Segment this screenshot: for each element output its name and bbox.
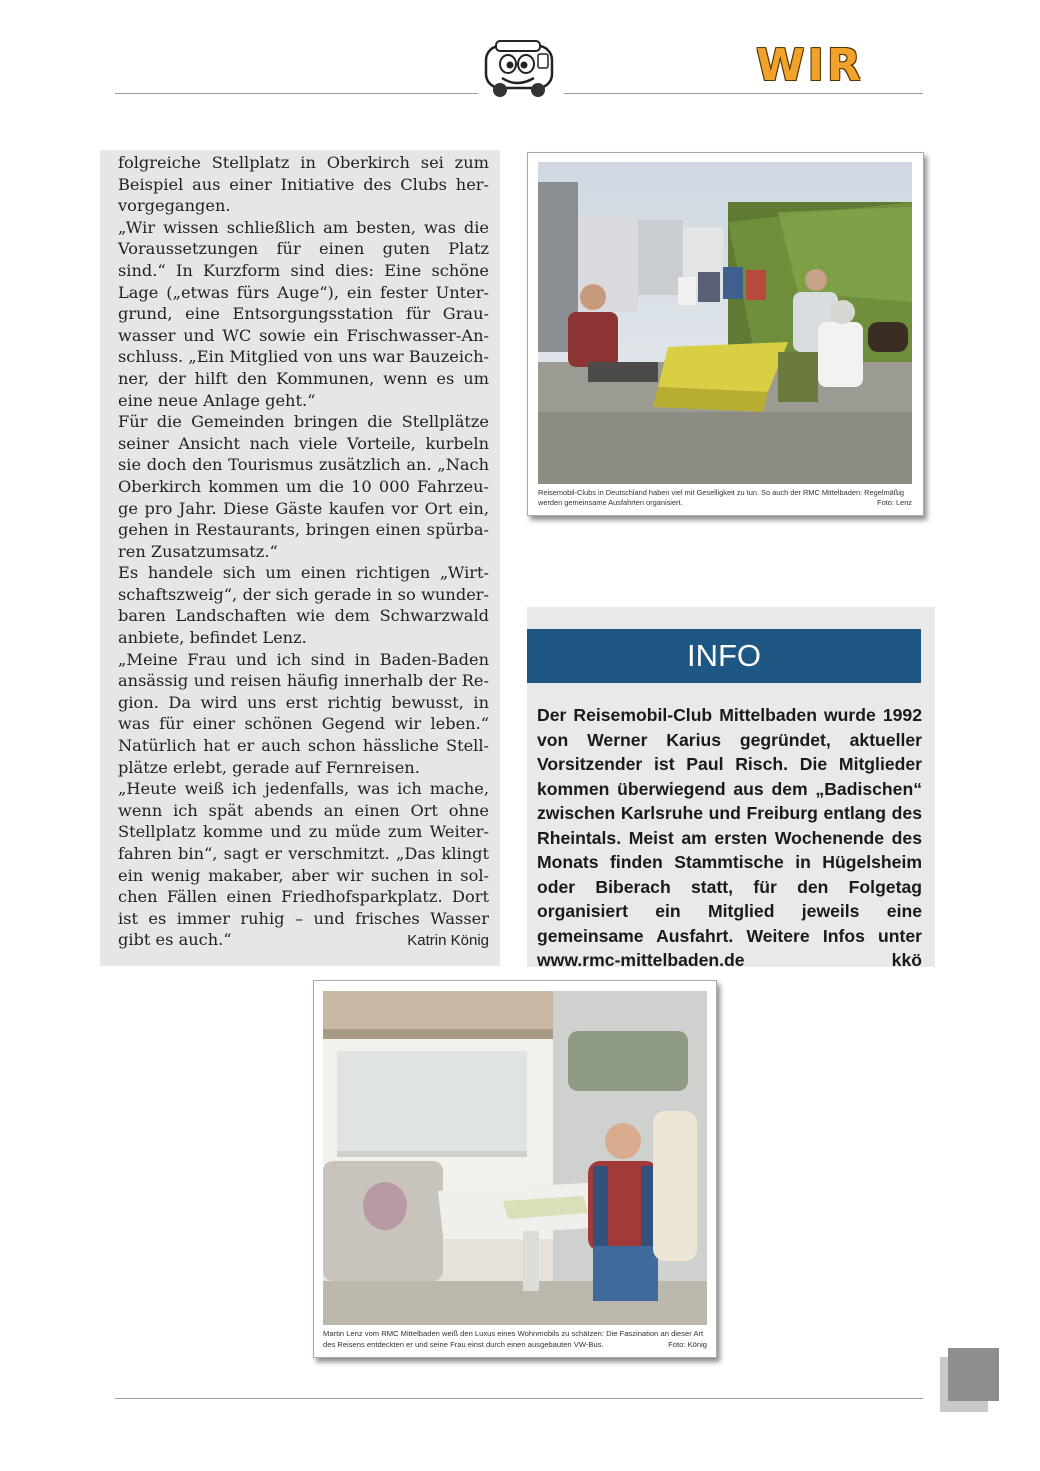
article-author: Katrin König (407, 931, 489, 949)
wir-logo: WIR (756, 40, 864, 91)
info-box (527, 607, 935, 970)
article-paragraph: Für die Gemeinden bringen die Stellplätze seiner Ansicht nach viele Vorteile, kurbeln sie doch den Tourismus zusätzlich an. „Nach Oberkirch kommen um die 10 000 Fahrzeuge pro Jahr. Diese Gäste kaufen vor Ort ein, gehen in Restaurants, bringen einen spürbaren Zusatzumsatz.“ (118, 412, 489, 561)
camper-mascot-icon (478, 38, 564, 102)
camper-interior-image (323, 991, 707, 1325)
article-paragraph: „Wir wissen schließlich am besten, was die Voraussetzungen für einen guten Platz sind.“ In Kurzform sind dies: Eine schöne Lage („etwas fürs Auge“), ein fester Untergrund, eine Entsorgungsstation für Grauwasser und WC sowie ein Frischwasser-Anschluss. „Ein Mitglied von uns war Bauzeichner, der hilft den Kommunen, wenn es um eine neue Anlage geht.“ (118, 217, 489, 410)
club-gathering-image (538, 162, 912, 484)
photo1-caption (538, 488, 912, 508)
footer-rule (115, 1398, 923, 1399)
photo1-caption-text: Reisemobil-Clubs in Deutschland haben viel mit Geselligkeit zu tun. So auch der RMC Mittelbaden: Regelmäßig werden gemeinsame Ausfahrten organisiert. (538, 488, 905, 507)
club-photo (527, 152, 924, 516)
info-text: Der Reisemobil-Club Mittelbaden wurde 1992 von Werner Karius gegründet, aktueller Vorsitzender ist Paul Risch. Die Mitglieder kommen überwiegend aus dem „Badischen“ zwischen Karlsruhe und Freiburg entlang des Rheintals. Meist am ersten Wochenende des Monats finden Stammtische in Hügelsheim oder Biberach statt, für den Folgetag organisiert ein Mitglied jeweils eine gemeinsame Ausfahrt. Weitere Infos unter www.rmc-mittelbaden.de (537, 705, 922, 970)
article-paragraph: „Meine Frau und ich sind in Baden-Baden ansässig und reisen häufig innerhalb der Region. Da wird uns erst richtig bewusst, in was für einer schönen Gegend wir leben.“ Natürlich hat er auch schon hässliche Stellplätze erlebt, gerade auf Fernreisen. (118, 649, 489, 777)
page-marker (948, 1348, 999, 1401)
photo2-caption (323, 1328, 707, 1350)
article-body (118, 152, 489, 952)
info-text-block (537, 703, 922, 973)
info-signature: kkö (891, 950, 922, 970)
portrait-photo (313, 980, 717, 1358)
photo2-caption-text: Martin Lenz vom RMC Mittelbaden weiß den Luxus eines Wohnmobils zu schätzen: Die Faszination an dieser Art des Reisens entdeckten er und seine Frau einst durch einen ausgebauten VW-Bus. (323, 1329, 704, 1349)
photo1-credit: Foto: Lenz (877, 498, 912, 507)
article-paragraph: Es handele sich um einen richtigen „Wirtschaftszweig“, der sich gerade in so wunderbaren Landschaften wie dem Schwarzwald anbiete, befindet Lenz. (118, 563, 489, 648)
article-paragraph: „Heute weiß ich jedenfalls, was ich mache, wenn ich spät abends an einen Ort ohne Stellplatz komme und zu müde zum Weiterfahren bin“, sagt er verschmitzt. „Das klingt ein wenig makaber, aber wir suchen in solchen Fällen einen Friedhofsparkplatz. Dort ist es immer ruhig – und frisches Wasser gibt es auch.“ (118, 779, 489, 950)
info-heading: INFO (527, 629, 921, 683)
photo2-credit: Foto: König (668, 1340, 707, 1349)
article-column (100, 150, 500, 966)
article-paragraph: folgreiche Stellplatz in Oberkirch sei zum Beispiel aus einer Initiative des Clubs hervorgegangen. (118, 153, 489, 216)
